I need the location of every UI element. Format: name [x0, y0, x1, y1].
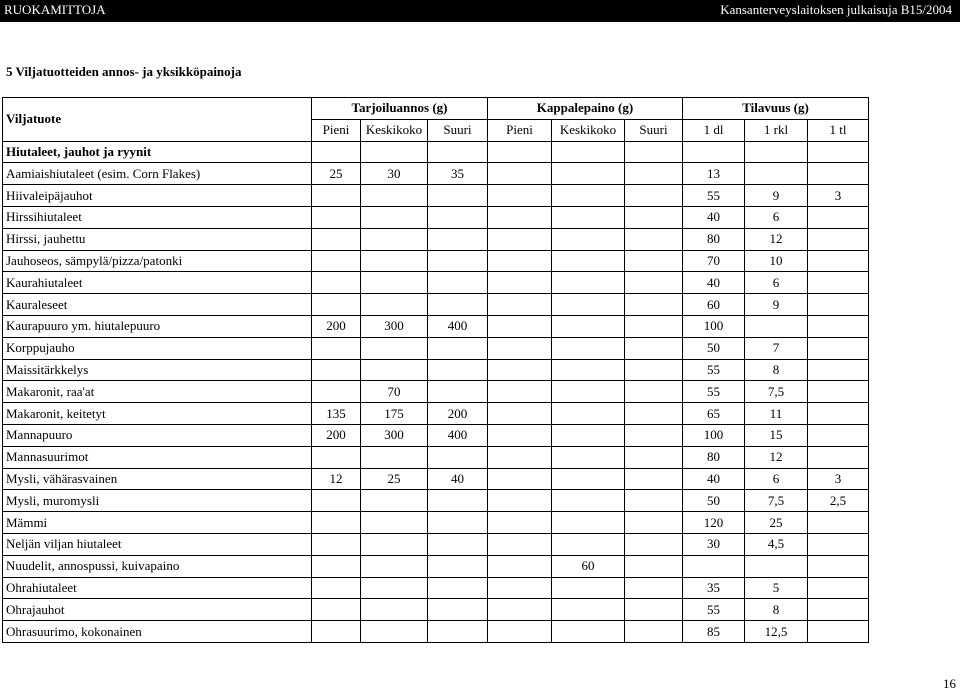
- value-cell: 6: [745, 272, 808, 294]
- product-name: Mannasuurimot: [3, 446, 312, 468]
- value-cell: [552, 272, 625, 294]
- value-cell: [808, 337, 869, 359]
- value-cell: 5: [745, 577, 808, 599]
- product-name: Mysli, vähärasvainen: [3, 468, 312, 490]
- table-row: [3, 533, 869, 555]
- value-cell: [312, 185, 361, 207]
- value-cell: [625, 403, 683, 425]
- value-cell: [361, 185, 428, 207]
- value-cell: [488, 512, 552, 534]
- value-cell: 12,5: [745, 621, 808, 643]
- value-cell: 30: [361, 163, 428, 185]
- value-cell: [312, 446, 361, 468]
- value-cell: [625, 490, 683, 512]
- value-cell: [488, 359, 552, 381]
- value-cell: [625, 250, 683, 272]
- value-cell: [488, 381, 552, 403]
- value-cell: [808, 250, 869, 272]
- value-cell: 55: [683, 599, 745, 621]
- value-cell: [361, 577, 428, 599]
- table-row: [3, 359, 869, 381]
- value-cell: [488, 185, 552, 207]
- value-cell: [745, 315, 808, 337]
- section-title: 5 Viljatuotteiden annos- ja yksikköpainoja: [6, 64, 242, 79]
- value-cell: [808, 424, 869, 446]
- value-cell: 80: [683, 446, 745, 468]
- header-right: Kansanterveyslaitoksen julkaisuja B15/2004: [720, 2, 952, 17]
- value-cell: [808, 315, 869, 337]
- product-name: Ohrahiutaleet: [3, 577, 312, 599]
- value-cell: [625, 294, 683, 316]
- product-name: Jauhoseos, sämpylä/pizza/patonki: [3, 250, 312, 272]
- value-cell: [361, 512, 428, 534]
- value-cell: [745, 555, 808, 577]
- value-cell: [312, 533, 361, 555]
- value-cell: [488, 403, 552, 425]
- value-cell: [808, 206, 869, 228]
- value-cell: 40: [428, 468, 488, 490]
- value-cell: [808, 599, 869, 621]
- value-cell: [428, 228, 488, 250]
- value-cell: [625, 621, 683, 643]
- subheader: Pieni: [312, 119, 361, 141]
- value-cell: [428, 185, 488, 207]
- value-cell: [808, 512, 869, 534]
- table-row: [3, 468, 869, 490]
- value-cell: [488, 446, 552, 468]
- value-cell: [428, 337, 488, 359]
- table-row: [3, 250, 869, 272]
- value-cell: [312, 577, 361, 599]
- table-row: [3, 577, 869, 599]
- portion-table: [2, 97, 869, 643]
- value-cell: [808, 294, 869, 316]
- subheader: 1 tl: [808, 119, 869, 141]
- header-row-groups: [3, 98, 869, 120]
- value-cell: 120: [683, 512, 745, 534]
- value-cell: [552, 359, 625, 381]
- value-cell: [625, 315, 683, 337]
- value-cell: [552, 512, 625, 534]
- value-cell: [428, 533, 488, 555]
- value-cell: 100: [683, 424, 745, 446]
- value-cell: [808, 403, 869, 425]
- value-cell: [625, 424, 683, 446]
- group-header-piece: Kappalepaino (g): [488, 98, 683, 120]
- page-number: 16: [943, 676, 956, 691]
- value-cell: [552, 424, 625, 446]
- value-cell: 80: [683, 228, 745, 250]
- value-cell: [361, 250, 428, 272]
- value-cell: 40: [683, 468, 745, 490]
- value-cell: 55: [683, 381, 745, 403]
- value-cell: [552, 468, 625, 490]
- subheader: Keskikoko: [361, 119, 428, 141]
- value-cell: [312, 512, 361, 534]
- value-cell: 65: [683, 403, 745, 425]
- value-cell: [625, 337, 683, 359]
- value-cell: [552, 228, 625, 250]
- value-cell: 3: [808, 185, 869, 207]
- value-cell: [552, 446, 625, 468]
- value-cell: [488, 250, 552, 272]
- value-cell: [625, 381, 683, 403]
- value-cell: [312, 381, 361, 403]
- table-row: [3, 512, 869, 534]
- table-row: [3, 621, 869, 643]
- value-cell: [808, 163, 869, 185]
- value-cell: [428, 599, 488, 621]
- value-cell: [808, 533, 869, 555]
- value-cell: 25: [312, 163, 361, 185]
- value-cell: 30: [683, 533, 745, 555]
- value-cell: 300: [361, 315, 428, 337]
- product-name: Aamiaishiutaleet (esim. Corn Flakes): [3, 163, 312, 185]
- value-cell: [808, 555, 869, 577]
- product-header: Viljatuote: [3, 98, 312, 142]
- value-cell: [625, 468, 683, 490]
- table-row: [3, 446, 869, 468]
- running-header: [0, 0, 960, 22]
- value-cell: [428, 294, 488, 316]
- table-row: [3, 206, 869, 228]
- value-cell: 11: [745, 403, 808, 425]
- value-cell: [625, 185, 683, 207]
- value-cell: 6: [745, 468, 808, 490]
- value-cell: [312, 337, 361, 359]
- value-cell: [552, 599, 625, 621]
- table-row: [3, 599, 869, 621]
- value-cell: 7,5: [745, 490, 808, 512]
- value-cell: [808, 381, 869, 403]
- value-cell: 40: [683, 272, 745, 294]
- value-cell: [428, 359, 488, 381]
- value-cell: 40: [683, 206, 745, 228]
- value-cell: [552, 337, 625, 359]
- value-cell: [625, 599, 683, 621]
- table-row: [3, 403, 869, 425]
- value-cell: [488, 577, 552, 599]
- value-cell: [312, 555, 361, 577]
- value-cell: 25: [745, 512, 808, 534]
- value-cell: 100: [683, 315, 745, 337]
- table-row: [3, 272, 869, 294]
- value-cell: [428, 512, 488, 534]
- value-cell: [552, 250, 625, 272]
- value-cell: [312, 206, 361, 228]
- value-cell: [625, 359, 683, 381]
- value-cell: 50: [683, 337, 745, 359]
- table-row: [3, 163, 869, 185]
- value-cell: [361, 294, 428, 316]
- value-cell: [361, 599, 428, 621]
- value-cell: 13: [683, 163, 745, 185]
- value-cell: [428, 555, 488, 577]
- value-cell: [488, 555, 552, 577]
- value-cell: [808, 446, 869, 468]
- value-cell: [625, 533, 683, 555]
- value-cell: [625, 577, 683, 599]
- product-name: Kaurapuuro ym. hiutalepuuro: [3, 315, 312, 337]
- table-row: [3, 490, 869, 512]
- value-cell: [312, 228, 361, 250]
- value-cell: 400: [428, 315, 488, 337]
- value-cell: [552, 185, 625, 207]
- value-cell: 9: [745, 185, 808, 207]
- value-cell: 8: [745, 599, 808, 621]
- product-name: Ohrajauhot: [3, 599, 312, 621]
- value-cell: 12: [745, 228, 808, 250]
- table-row: [3, 315, 869, 337]
- product-name: Neljän viljan hiutaleet: [3, 533, 312, 555]
- value-cell: [625, 446, 683, 468]
- subheader: Suuri: [625, 119, 683, 141]
- product-name: Hirssihiutaleet: [3, 206, 312, 228]
- product-name: Korppujauho: [3, 337, 312, 359]
- value-cell: [312, 621, 361, 643]
- value-cell: 15: [745, 424, 808, 446]
- value-cell: 2,5: [808, 490, 869, 512]
- product-name: Mannapuuro: [3, 424, 312, 446]
- value-cell: 135: [312, 403, 361, 425]
- value-cell: 60: [552, 555, 625, 577]
- value-cell: [488, 315, 552, 337]
- product-name: Maissitärkkelys: [3, 359, 312, 381]
- value-cell: [625, 163, 683, 185]
- value-cell: [625, 512, 683, 534]
- value-cell: 12: [312, 468, 361, 490]
- value-cell: [312, 490, 361, 512]
- product-name: Makaronit, keitetyt: [3, 403, 312, 425]
- value-cell: [428, 446, 488, 468]
- category-label: Hiutaleet, jauhot ja ryynit: [3, 141, 312, 163]
- table-row: [3, 228, 869, 250]
- value-cell: 200: [428, 403, 488, 425]
- value-cell: [488, 533, 552, 555]
- value-cell: [428, 577, 488, 599]
- product-name: Makaronit, raa'at: [3, 381, 312, 403]
- value-cell: [488, 206, 552, 228]
- product-name: Mämmi: [3, 512, 312, 534]
- value-cell: [808, 228, 869, 250]
- value-cell: [683, 555, 745, 577]
- value-cell: [745, 163, 808, 185]
- subheader: Keskikoko: [552, 119, 625, 141]
- value-cell: [552, 163, 625, 185]
- value-cell: [312, 294, 361, 316]
- value-cell: [428, 490, 488, 512]
- category-row: [3, 141, 869, 163]
- value-cell: [312, 599, 361, 621]
- value-cell: [552, 206, 625, 228]
- value-cell: [361, 533, 428, 555]
- value-cell: [361, 272, 428, 294]
- table-row: [3, 424, 869, 446]
- value-cell: [428, 272, 488, 294]
- value-cell: 9: [745, 294, 808, 316]
- product-name: Hirssi, jauhettu: [3, 228, 312, 250]
- value-cell: 8: [745, 359, 808, 381]
- value-cell: 3: [808, 468, 869, 490]
- value-cell: [552, 403, 625, 425]
- value-cell: [312, 272, 361, 294]
- value-cell: [625, 272, 683, 294]
- value-cell: [552, 294, 625, 316]
- value-cell: [488, 294, 552, 316]
- header-left: RUOKAMITTOJA: [4, 2, 106, 17]
- value-cell: [428, 250, 488, 272]
- value-cell: [312, 250, 361, 272]
- value-cell: [488, 272, 552, 294]
- value-cell: 25: [361, 468, 428, 490]
- product-name: Kauraleseet: [3, 294, 312, 316]
- value-cell: [625, 206, 683, 228]
- value-cell: [488, 424, 552, 446]
- table-row: [3, 381, 869, 403]
- value-cell: [552, 577, 625, 599]
- value-cell: 55: [683, 185, 745, 207]
- value-cell: 70: [683, 250, 745, 272]
- value-cell: [312, 359, 361, 381]
- value-cell: 55: [683, 359, 745, 381]
- value-cell: [488, 468, 552, 490]
- value-cell: 12: [745, 446, 808, 468]
- group-header-volume: Tilavuus (g): [683, 98, 869, 120]
- value-cell: [552, 315, 625, 337]
- value-cell: [361, 206, 428, 228]
- table-row: [3, 185, 869, 207]
- subheader: 1 rkl: [745, 119, 808, 141]
- value-cell: [361, 490, 428, 512]
- value-cell: [361, 228, 428, 250]
- product-name: Nuudelit, annospussi, kuivapaino: [3, 555, 312, 577]
- group-header-serving: Tarjoiluannos (g): [312, 98, 488, 120]
- value-cell: [625, 228, 683, 250]
- value-cell: [488, 621, 552, 643]
- table-row: [3, 555, 869, 577]
- value-cell: 200: [312, 424, 361, 446]
- value-cell: [361, 337, 428, 359]
- value-cell: [361, 446, 428, 468]
- subheader: 1 dl: [683, 119, 745, 141]
- value-cell: 6: [745, 206, 808, 228]
- value-cell: 7,5: [745, 381, 808, 403]
- value-cell: [428, 206, 488, 228]
- value-cell: [552, 621, 625, 643]
- table-row: [3, 337, 869, 359]
- value-cell: [361, 621, 428, 643]
- value-cell: [488, 228, 552, 250]
- product-name: Ohrasuurimo, kokonainen: [3, 621, 312, 643]
- value-cell: [808, 577, 869, 599]
- value-cell: 35: [683, 577, 745, 599]
- value-cell: [428, 381, 488, 403]
- table-row: [3, 294, 869, 316]
- value-cell: [361, 359, 428, 381]
- product-name: Hiivaleipäjauhot: [3, 185, 312, 207]
- value-cell: [488, 490, 552, 512]
- value-cell: [361, 555, 428, 577]
- value-cell: 4,5: [745, 533, 808, 555]
- value-cell: 85: [683, 621, 745, 643]
- value-cell: [552, 490, 625, 512]
- value-cell: [552, 381, 625, 403]
- subheader: Pieni: [488, 119, 552, 141]
- value-cell: [625, 555, 683, 577]
- value-cell: [488, 163, 552, 185]
- value-cell: [488, 337, 552, 359]
- value-cell: 300: [361, 424, 428, 446]
- value-cell: [808, 272, 869, 294]
- value-cell: 7: [745, 337, 808, 359]
- value-cell: 35: [428, 163, 488, 185]
- value-cell: 50: [683, 490, 745, 512]
- value-cell: 175: [361, 403, 428, 425]
- value-cell: [808, 359, 869, 381]
- value-cell: 60: [683, 294, 745, 316]
- value-cell: [808, 621, 869, 643]
- subheader: Suuri: [428, 119, 488, 141]
- value-cell: 200: [312, 315, 361, 337]
- product-name: Kaurahiutaleet: [3, 272, 312, 294]
- value-cell: 400: [428, 424, 488, 446]
- value-cell: 10: [745, 250, 808, 272]
- value-cell: 70: [361, 381, 428, 403]
- value-cell: [428, 621, 488, 643]
- value-cell: [488, 599, 552, 621]
- product-name: Mysli, muromysli: [3, 490, 312, 512]
- value-cell: [552, 533, 625, 555]
